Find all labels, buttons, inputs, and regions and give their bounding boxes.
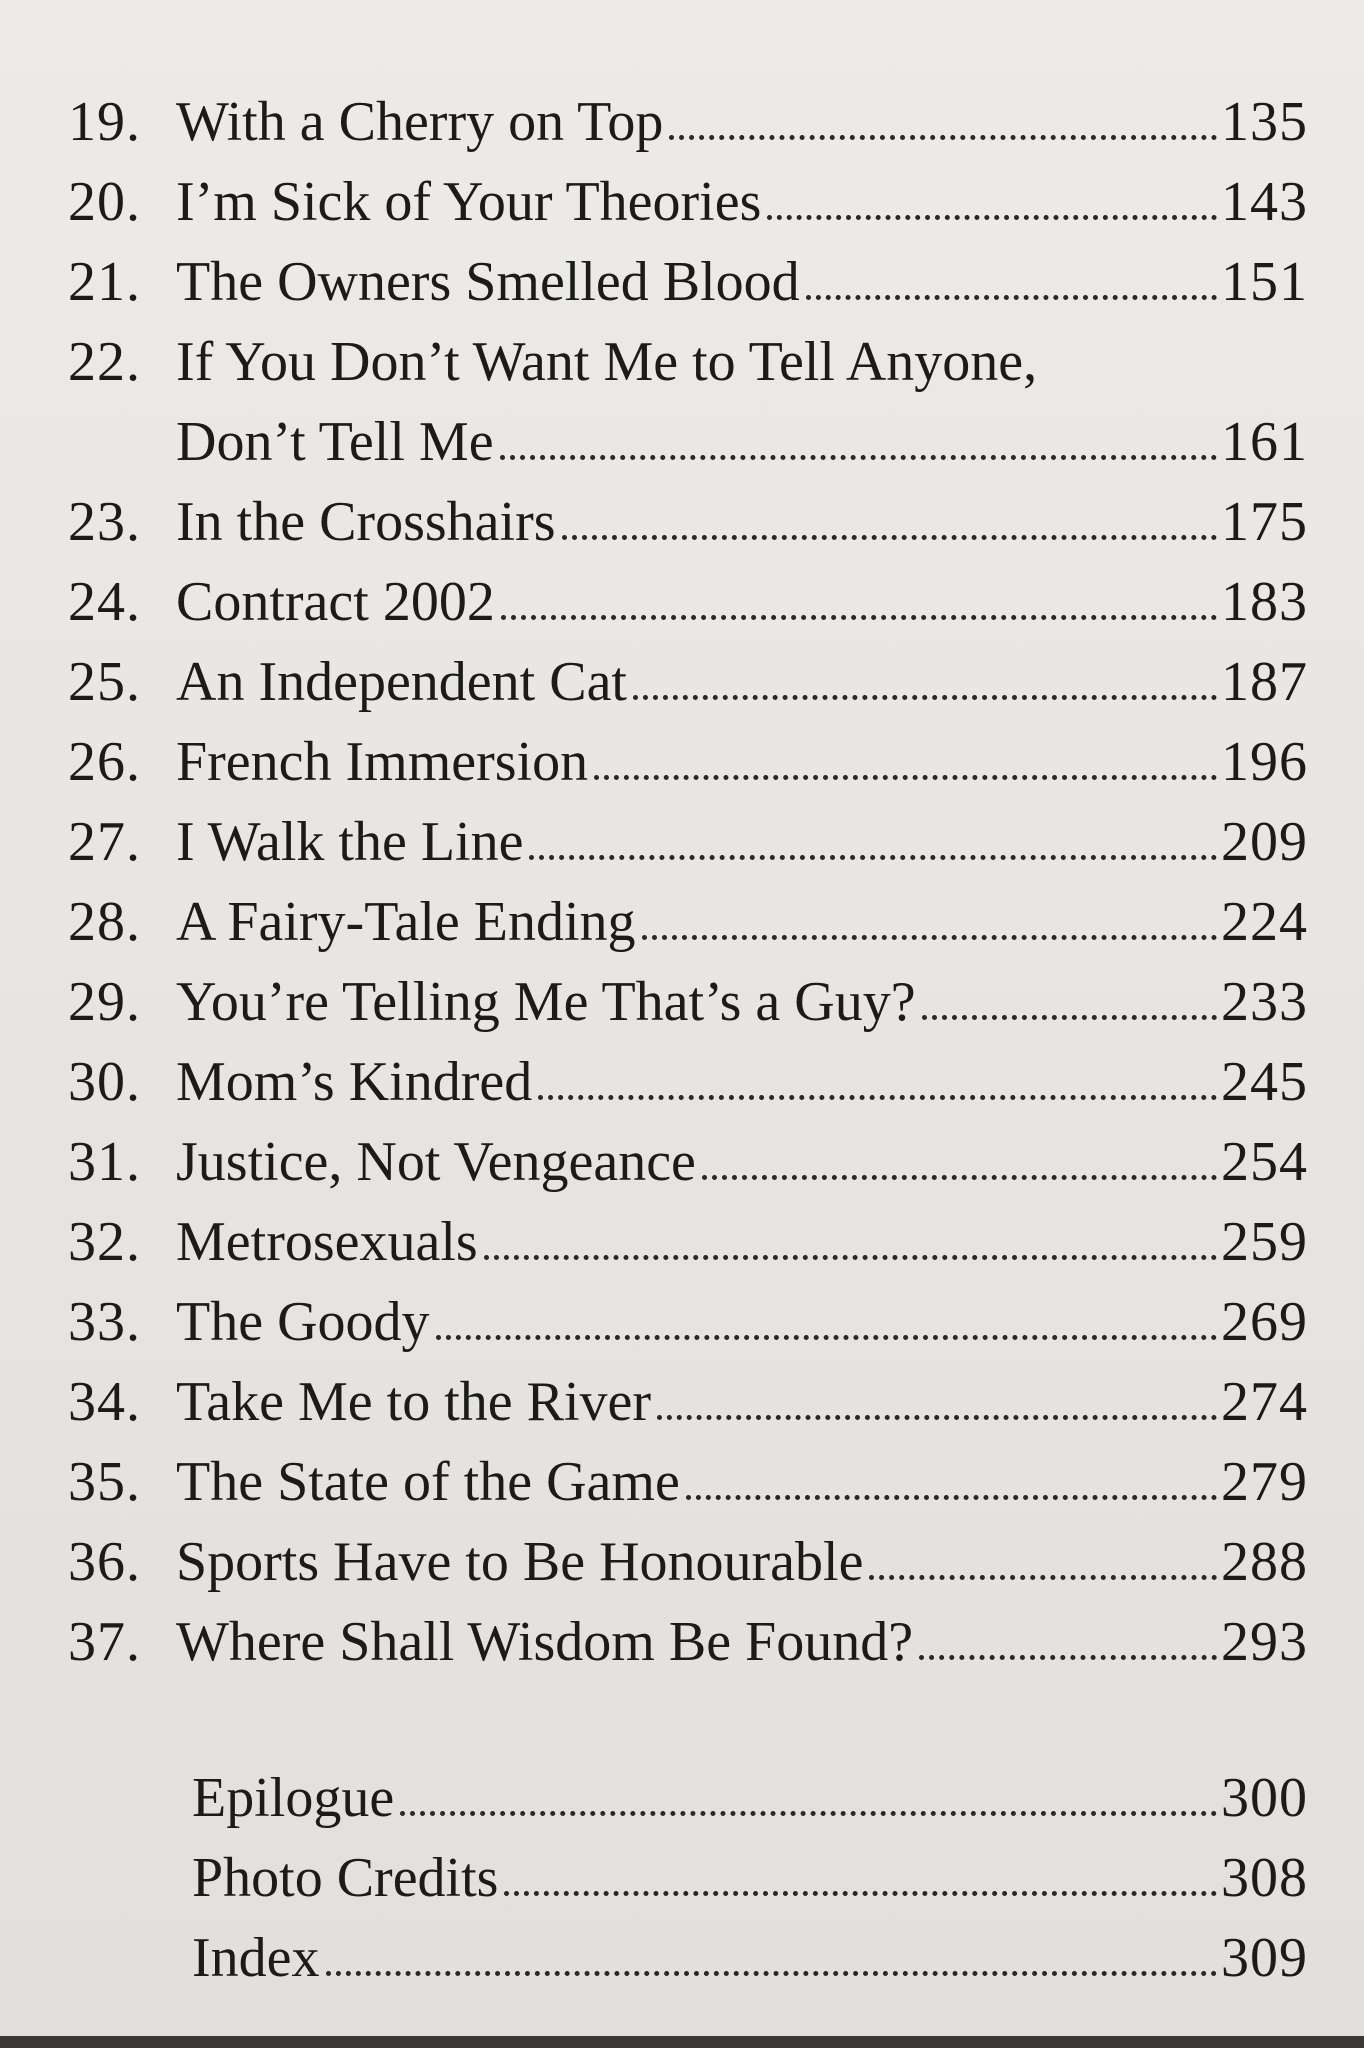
page-number: 143	[1221, 171, 1308, 233]
dot-leader	[538, 1095, 1217, 1100]
toc-entry	[68, 82, 1308, 162]
page-number: 259	[1221, 1211, 1308, 1273]
toc-entry	[68, 1362, 1308, 1442]
page-number: 300	[1221, 1767, 1308, 1829]
chapter-number: 33.	[68, 1291, 141, 1353]
toc-entry	[68, 1522, 1308, 1602]
back-matter-entry	[68, 1918, 1308, 1998]
dot-leader	[326, 1971, 1217, 1976]
chapter-number: 24.	[68, 571, 141, 633]
chapter-title: An Independent Cat	[176, 651, 627, 713]
chapter-number: 28.	[68, 891, 141, 953]
chapter-number: 32.	[68, 1211, 141, 1273]
chapter-title: French Immersion	[176, 731, 589, 793]
chapter-number: 35.	[68, 1451, 141, 1513]
chapter-title: You’re Telling Me That’s a Guy?	[176, 971, 916, 1033]
dot-leader	[686, 1495, 1217, 1500]
chapter-number: 36.	[68, 1531, 141, 1593]
chapter-title: The State of the Game	[176, 1451, 680, 1513]
toc-entry	[68, 642, 1308, 722]
dot-leader	[484, 1255, 1217, 1260]
toc-entry	[68, 562, 1308, 642]
chapter-number: 34.	[68, 1371, 141, 1433]
dot-leader	[504, 1891, 1217, 1896]
toc-entry	[68, 962, 1308, 1042]
page-number: 187	[1221, 651, 1308, 713]
back-matter-entry	[68, 1758, 1308, 1838]
page-number: 161	[1221, 411, 1308, 473]
dot-leader	[642, 935, 1217, 940]
chapter-title: I Walk the Line	[176, 811, 524, 873]
dot-leader	[562, 535, 1217, 540]
back-matter-title: Epilogue	[192, 1767, 395, 1829]
dot-leader	[633, 695, 1217, 700]
chapter-title: Take Me to the River	[176, 1371, 652, 1433]
chapter-title: Contract 2002	[176, 571, 495, 633]
page-number: 309	[1221, 1927, 1308, 1989]
page-number: 245	[1221, 1051, 1308, 1113]
dot-leader	[500, 455, 1217, 460]
page-number: 233	[1221, 971, 1308, 1033]
chapter-title-continued: Don’t Tell Me	[176, 411, 494, 473]
page-number: 288	[1221, 1531, 1308, 1593]
section-gap	[68, 1682, 1308, 1758]
chapter-number: 23.	[68, 491, 141, 553]
page-number: 175	[1221, 491, 1308, 553]
dot-leader	[436, 1335, 1217, 1340]
toc-entry	[68, 482, 1308, 562]
toc-entry	[68, 1442, 1308, 1522]
back-matter-entry	[68, 1838, 1308, 1918]
dot-leader	[669, 135, 1217, 140]
chapter-number: 20.	[68, 171, 141, 233]
chapter-number: 25.	[68, 651, 141, 713]
page-number: 135	[1221, 91, 1308, 153]
page-number: 293	[1221, 1611, 1308, 1673]
toc-entry	[68, 802, 1308, 882]
chapter-number: 30.	[68, 1051, 141, 1113]
page-number: 224	[1221, 891, 1308, 953]
page-number: 269	[1221, 1291, 1308, 1353]
page-number: 209	[1221, 811, 1308, 873]
page-number: 279	[1221, 1451, 1308, 1513]
chapter-title: Where Shall Wisdom Be Found?	[176, 1611, 914, 1673]
dot-leader	[529, 855, 1217, 860]
chapter-number: 22.	[68, 331, 141, 393]
dot-leader	[767, 215, 1217, 220]
chapter-title: A Fairy-Tale Ending	[176, 891, 636, 953]
toc-entry	[68, 162, 1308, 242]
chapter-number: 26.	[68, 731, 141, 793]
toc-entry	[68, 722, 1308, 802]
page-bottom-edge	[0, 2036, 1364, 2048]
dot-leader	[869, 1575, 1217, 1580]
toc-entry	[68, 1202, 1308, 1282]
chapter-number: 37.	[68, 1611, 141, 1673]
toc-entry	[68, 1042, 1308, 1122]
back-matter-title: Photo Credits	[192, 1847, 499, 1909]
toc-entry	[68, 1122, 1308, 1202]
chapter-title: With a Cherry on Top	[176, 91, 664, 153]
page-number: 196	[1221, 731, 1308, 793]
chapter-title: I’m Sick of Your Theories	[176, 171, 762, 233]
toc-entry	[68, 1282, 1308, 1362]
dot-leader	[400, 1811, 1217, 1816]
table-of-contents	[68, 82, 1308, 1998]
toc-entry	[68, 1602, 1308, 1682]
chapter-number: 19.	[68, 91, 141, 153]
chapter-title: Mom’s Kindred	[176, 1051, 533, 1113]
dot-leader	[501, 615, 1217, 620]
chapter-title: Justice, Not Vengeance	[176, 1131, 696, 1193]
page-number: 274	[1221, 1371, 1308, 1433]
page-number: 151	[1221, 251, 1308, 313]
chapter-number: 27.	[68, 811, 141, 873]
chapter-number: 29.	[68, 971, 141, 1033]
toc-entry	[68, 322, 1308, 402]
chapter-title: If You Don’t Want Me to Tell Anyone,	[176, 331, 1038, 393]
dot-leader	[922, 1015, 1217, 1020]
dot-leader	[702, 1175, 1217, 1180]
back-matter-title: Index	[192, 1927, 320, 1989]
chapter-title: Sports Have to Be Honourable	[176, 1531, 864, 1593]
page-number: 308	[1221, 1847, 1308, 1909]
toc-entry-continuation	[68, 402, 1308, 482]
dot-leader	[919, 1655, 1217, 1660]
chapter-number: 21.	[68, 251, 141, 313]
toc-entry	[68, 882, 1308, 962]
toc-entry	[68, 242, 1308, 322]
dot-leader	[806, 295, 1217, 300]
dot-leader	[657, 1415, 1217, 1420]
page-number: 183	[1221, 571, 1308, 633]
page-number: 254	[1221, 1131, 1308, 1193]
dot-leader	[594, 775, 1217, 780]
chapter-title: The Goody	[176, 1291, 430, 1353]
chapter-title: Metrosexuals	[176, 1211, 478, 1273]
chapter-title: In the Crosshairs	[176, 491, 556, 553]
chapter-title: The Owners Smelled Blood	[176, 251, 800, 313]
chapter-number: 31.	[68, 1131, 141, 1193]
